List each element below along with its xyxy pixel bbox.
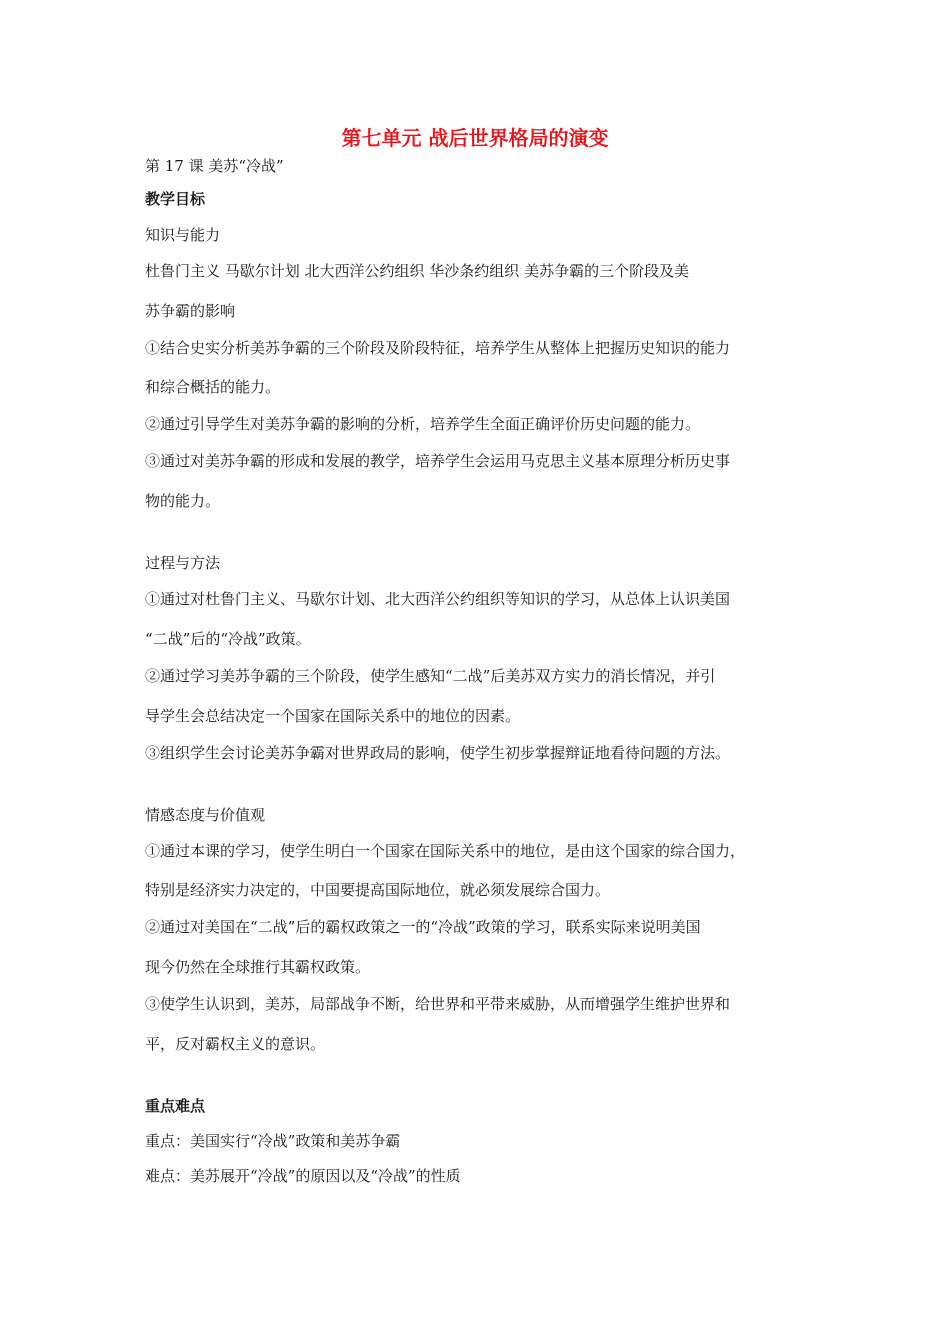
values-item3-line1: ③使学生认识到，美苏，局部战争不断，给世界和平带来威胁，从而增强学生维护世界和 — [145, 995, 731, 1013]
process-heading: 过程与方法 — [145, 554, 221, 572]
knowledge-item1-line2: 和综合概括的能力。 — [145, 378, 281, 396]
key-points-heading: 重点难点 — [145, 1097, 206, 1115]
values-item2-line1: ②通过对美国在“二战”后的霸权政策之一的“冷战”政策的学习，联系实际来说明美国 — [145, 918, 701, 936]
key-point: 重点：美国实行“冷战”政策和美苏争霸 — [145, 1132, 401, 1150]
knowledge-item3-line2: 物的能力。 — [145, 492, 221, 510]
difficult-point: 难点：美苏展开“冷战”的原因以及“冷战”的性质 — [145, 1167, 461, 1185]
values-item2-line2: 现今仍然在全球推行其霸权政策。 — [145, 958, 371, 976]
knowledge-item2: ②通过引导学生对美苏争霸的影响的分析，培养学生全面正确评价历史问题的能力。 — [145, 415, 701, 433]
values-item1-line1: ①通过本课的学习，使学生明白一个国家在国际关系中的地位，是由这个国家的综合国力， — [145, 842, 746, 860]
process-item3: ③组织学生会讨论美苏争霸对世界政局的影响，使学生初步掌握辩证地看待问题的方法。 — [145, 744, 731, 762]
knowledge-item1-line1: ①结合史实分析美苏争霸的三个阶段及阶段特征，培养学生从整体上把握历史知识的能力 — [145, 339, 731, 357]
process-item2-line1: ②通过学习美苏争霸的三个阶段，使学生感知“二战”后美苏双方实力的消长情况，并引 — [145, 667, 716, 685]
knowledge-terms-line2: 苏争霸的影响 — [145, 302, 236, 320]
values-item3-line2: 平，反对霸权主义的意识。 — [145, 1035, 326, 1053]
objectives-heading: 教学目标 — [145, 190, 206, 208]
process-item1-line2: “二战”后的“冷战”政策。 — [145, 630, 311, 648]
knowledge-terms-line1: 杜鲁门主义 马歇尔计划 北大西洋公约组织 华沙条约组织 美苏争霸的三个阶段及美 — [145, 262, 690, 280]
values-heading: 情感态度与价值观 — [145, 806, 266, 824]
knowledge-heading: 知识与能力 — [145, 226, 221, 244]
process-item1-line1: ①通过对杜鲁门主义、马歇尔计划、北大西洋公约组织等知识的学习，从总体上认识美国 — [145, 590, 731, 608]
unit-title: 第七单元 战后世界格局的演变 — [341, 126, 609, 150]
knowledge-item3-line1: ③通过对美苏争霸的形成和发展的教学，培养学生会运用马克思主义基本原理分析历史事 — [145, 452, 731, 470]
values-item1-line2: 特别是经济实力决定的，中国要提高国际地位，就必须发展综合国力。 — [145, 881, 611, 899]
lesson-title: 第 17 课 美苏“冷战” — [145, 157, 284, 175]
process-item2-line2: 导学生会总结决定一个国家在国际关系中的地位的因素。 — [145, 707, 521, 725]
